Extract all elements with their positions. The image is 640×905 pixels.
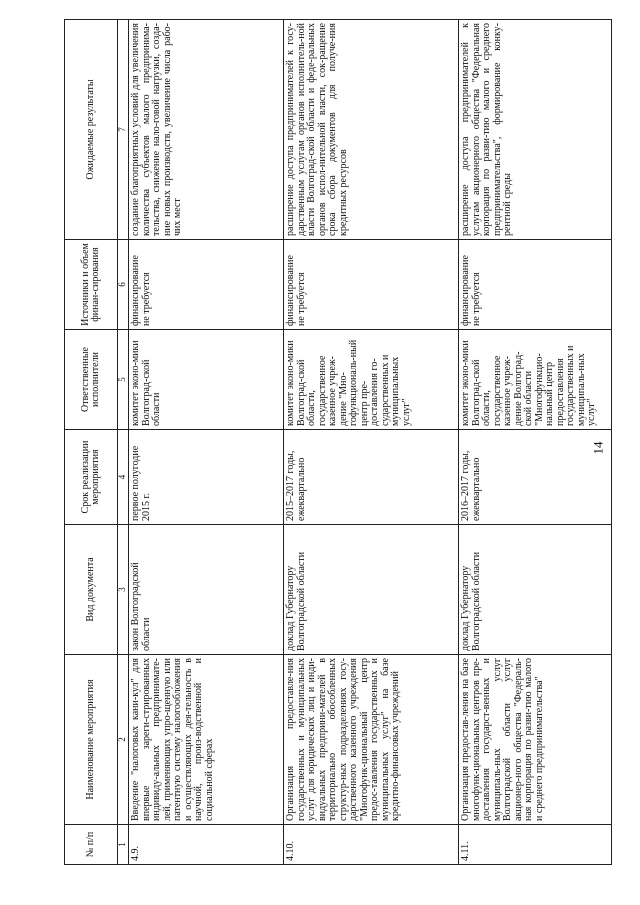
expected-results: создание благоприятных условий для увеличения количества субъектов малого предпринима-тельства, снижение нало-говой нагрузки, созда-ние новых производств, увеличение числа рабо-чих мест [129, 20, 284, 240]
document-type: доклад Губернатору Волгоградской области [284, 525, 459, 655]
column-index: 3 [118, 525, 129, 655]
column-index: 1 [118, 825, 129, 865]
executors: комитет эконо-мики Волгоград-ской области [129, 330, 284, 430]
header-name: Наименование мероприятия [65, 655, 118, 825]
measures-table [64, 19, 612, 865]
column-index: 5 [118, 330, 129, 430]
column-index-row [118, 20, 129, 865]
row-number: 4.9. [129, 825, 284, 865]
header-exec: Ответственные исполнители [65, 330, 118, 430]
row-number: 4.11. [459, 825, 612, 865]
table-row [129, 20, 284, 865]
financing: финансирование не требуется [129, 240, 284, 330]
table-row [459, 20, 612, 865]
expected-results: расширение доступа предпринимателей к госу-дарственным услугам органов исполнитель-ной власти Волгоград-ской области и феде-ральных органов испол-нительной власти, сок-ращение срока сбора документов для получе-ния кредитных ресурсов [284, 20, 459, 240]
term: 2016–2017 годы, ежеквартально [459, 430, 612, 525]
column-index: 2 [118, 655, 129, 825]
page-number: 14 [590, 441, 606, 455]
header-result: Ожидаемые результаты [65, 20, 118, 240]
measure-name: Организация предоставле-ния государственных и муниципальных услуг для юридических лиц и инди-видуальных предприни-мателей в территориально обособленных структур-ных подразделениях госу-дарственного казенного учреждения "Многофунк-циональный центр предос-тавления государственных и муниципальных услуг" на базе кредитно-финансовых учреждений [284, 655, 459, 825]
document-type: закон Волгоградской области [129, 525, 284, 655]
header-doc: Вид документа [65, 525, 118, 655]
table-header [65, 20, 118, 865]
header-term: Срок реализации мероприятия [65, 430, 118, 525]
column-index: 7 [118, 20, 129, 240]
financing: финансирование не требуется [459, 240, 612, 330]
table-row [284, 20, 459, 865]
executors: комитет эконо-мики Волгоград-ской области, государственное казенное учреж-дение Волгоград-ской области "Многофункцио-нальный центр предоставления государственных и муниципаль-ных услуг" [459, 330, 612, 430]
column-index: 4 [118, 430, 129, 525]
term: первое полугодие 2015 г. [129, 430, 284, 525]
document-type: доклад Губернатору Волгоградской области [459, 525, 612, 655]
term: 2015–2017 годы, ежеквартально [284, 430, 459, 525]
rotated-table-container [64, 20, 612, 865]
header-number: № п/п [65, 825, 118, 865]
executors: комитет эконо-мики Волгоград-ской области, государственное казенное учреж-дение "Мно-гофункциональ-ный центр пре-доставления го-сударственных и муниципальных услуг" [284, 330, 459, 430]
expected-results: расширение доступа предпринимателей к услугам акционерного общества "Федеральная корпорация по разви-тию малого и среднего предпринимательства", формирование конку-рентной среды [459, 20, 612, 240]
header-finance: Источники и объем финан-сирования [65, 240, 118, 330]
measure-name: Введение "налоговых кани-кул" для впервые зареги-стрированных индивиду-альных предпринимате-лей, применяющих упро-щенную или патентную систему налогообложения и осуществляющих дея-тельность в научной, произ-водственной и социальной сферах [129, 655, 284, 825]
financing: финансирование не требуется [284, 240, 459, 330]
row-number: 4.10. [284, 825, 459, 865]
column-index: 6 [118, 240, 129, 330]
measure-name: Организация предостав-ления на базе многофунк-циональных центров пре-доставления государст-венных и муниципаль-ных услуг Волгоградской области услуг акционер-ного общества "Федераль-ная корпорация по разви-тию малого и среднего предпринимательства" [459, 655, 612, 825]
